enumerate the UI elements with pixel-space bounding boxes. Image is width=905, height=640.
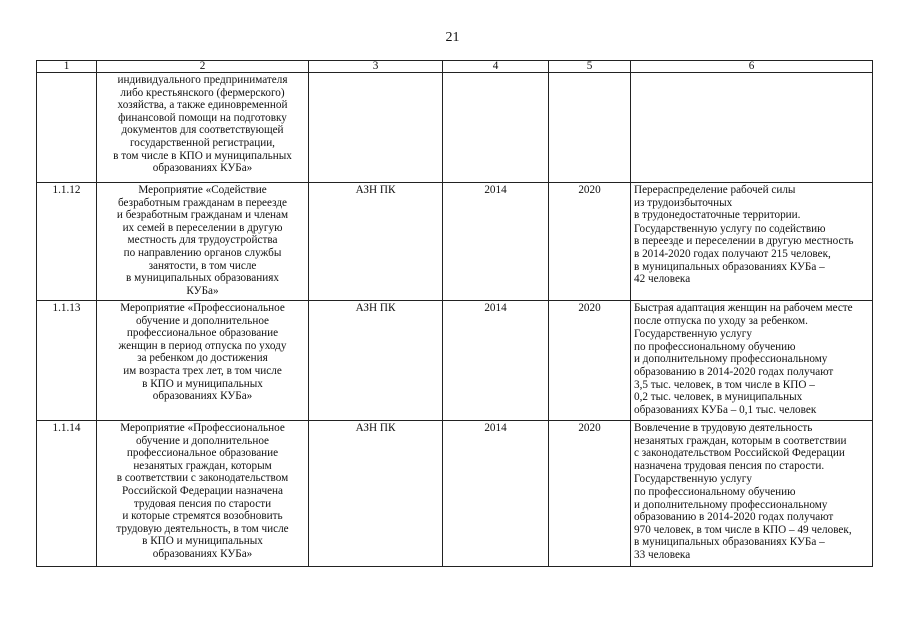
result-line: Перераспределение рабочей силы	[634, 184, 796, 196]
description-line: и которые стремятся возобновить	[122, 510, 283, 523]
result-paragraph	[634, 473, 869, 561]
description-line: женщин в период отпуска по уходу	[118, 339, 287, 352]
result-line: в трудонедостаточные территории.	[634, 209, 801, 222]
header-col-2: 2	[97, 61, 309, 73]
executor-cell: АЗН ПК	[309, 421, 443, 567]
end-year-cell: 2020	[549, 421, 631, 567]
description-line: трудовую деятельность, в том числе	[116, 522, 289, 535]
result-line: образованию в 2014-2020 годах получают	[634, 365, 834, 378]
result-line: по профессиональному обучению	[634, 485, 796, 498]
start-year-cell: 2014	[443, 421, 549, 567]
description-line: образованиях КУБа»	[152, 162, 253, 175]
description-line: незанятых граждан, которым	[133, 459, 272, 472]
description-line: по направлению органов службы	[123, 246, 282, 259]
header-col-4: 4	[443, 61, 549, 73]
end-year-cell: 2020	[549, 301, 631, 421]
table-header-row	[37, 61, 873, 73]
description-line: в КПО и муниципальных	[142, 535, 263, 548]
result-cell	[631, 73, 873, 183]
result-paragraph	[634, 422, 869, 472]
executor-cell: АЗН ПК	[309, 301, 443, 421]
description-line: образованиях КУБа»	[152, 547, 253, 560]
description-line: местность для трудоустройства	[127, 234, 278, 247]
result-cell	[631, 421, 873, 567]
result-line: Государственную услугу	[634, 473, 752, 486]
description-line: документов для соответствующей	[121, 124, 284, 137]
executor-cell: АЗН ПК	[309, 183, 443, 301]
description-line: их семей в переселении в другую	[122, 221, 283, 234]
row-number-cell	[37, 73, 97, 183]
result-paragraph	[634, 302, 869, 327]
result-line: с законодательством Российской Федерации	[634, 447, 845, 460]
result-line: по профессиональному обучению	[634, 340, 796, 353]
result-line: в муниципальных образованиях КУБа –	[634, 260, 825, 273]
description-line: КУБа»	[186, 284, 219, 297]
result-line: образованию в 2014-2020 годах получают	[634, 511, 834, 524]
description-line: Мероприятие «Профессиональное	[120, 302, 285, 314]
row-number-cell: 1.1.13	[37, 301, 97, 421]
start-year-cell: 2014	[443, 301, 549, 421]
result-line: Быстрая адаптация женщин на рабочем месте	[634, 302, 853, 314]
result-line: из трудоизбыточных	[634, 196, 733, 209]
description-line: Мероприятие «Профессиональное	[120, 422, 285, 434]
result-paragraph	[634, 328, 869, 416]
description-line: трудовая пенсия по старости	[133, 497, 272, 510]
description-line: за ребенком до достижения	[137, 352, 268, 365]
result-line: образованиях КУБа – 0,1 тыс. человек	[634, 403, 817, 416]
row-number-cell: 1.1.12	[37, 183, 97, 301]
continuation-row	[37, 73, 873, 183]
program-table	[36, 60, 873, 567]
description-line: индивидуального предпринимателя	[117, 74, 288, 86]
table-row	[37, 301, 873, 421]
result-line: 3,5 тыс. человек, в том числе в КПО –	[634, 378, 815, 391]
result-line: незанятых граждан, которым в соответствии	[634, 434, 847, 447]
start-year-cell	[443, 73, 549, 183]
result-line: 970 человек, в том числе в КПО – 49 человек,	[634, 523, 852, 536]
result-line: Государственную услугу	[634, 328, 752, 341]
result-line: и дополнительному профессиональному	[634, 498, 828, 511]
result-paragraph	[634, 223, 869, 286]
result-line: Вовлечение в трудовую деятельность	[634, 422, 813, 434]
description-line: Мероприятие «Содействие	[138, 184, 267, 196]
description-line: в соответствии с законодательством	[116, 472, 289, 485]
description-line: профессиональное образование	[126, 447, 279, 460]
description-line: государственной регистрации,	[130, 136, 275, 149]
result-line: после отпуска по уходу за ребенком.	[634, 314, 808, 327]
description-line: хозяйства, а также единовременной	[117, 99, 288, 112]
result-line: назначена трудовая пенсия по старости.	[634, 459, 825, 472]
start-year-cell: 2014	[443, 183, 549, 301]
result-line: и дополнительному профессиональному	[634, 353, 828, 366]
description-cell	[97, 73, 309, 183]
description-line: в том числе в КПО и муниципальных	[113, 149, 292, 162]
description-line: обучение и дополнительное	[135, 314, 270, 327]
description-line: профессиональное образование	[126, 327, 279, 340]
result-line: 33 человека	[634, 548, 691, 561]
table-row	[37, 183, 873, 301]
description-line: им возраста трех лет, в том числе	[123, 364, 282, 377]
result-cell	[631, 183, 873, 301]
row-number-cell: 1.1.14	[37, 421, 97, 567]
table-row	[37, 421, 873, 567]
page-number: 21	[445, 30, 460, 45]
description-line: финансовой помощи на подготовку	[118, 111, 287, 124]
result-line: в переезде и переселении в другую местность	[634, 235, 854, 248]
description-line: и безработным гражданам и членам	[116, 209, 289, 222]
header-col-3: 3	[309, 61, 443, 73]
result-line: в муниципальных образованиях КУБа –	[634, 536, 825, 549]
description-line: в муниципальных образованиях	[126, 272, 279, 285]
description-line: образованиях КУБа»	[152, 390, 253, 403]
description-cell	[97, 183, 309, 301]
end-year-cell	[549, 73, 631, 183]
header-col-6: 6	[631, 61, 873, 73]
result-paragraph	[634, 184, 869, 222]
description-cell	[97, 301, 309, 421]
description-line: обучение и дополнительное	[135, 434, 270, 447]
description-cell	[97, 421, 309, 567]
result-line: 0,2 тыс. человек, в муниципальных	[634, 391, 803, 404]
description-line: в КПО и муниципальных	[142, 377, 263, 390]
description-line: либо крестьянского (фермерского)	[120, 86, 285, 99]
result-line: 42 человека	[634, 273, 691, 286]
result-line: Государственную услугу по содействию	[634, 222, 826, 235]
end-year-cell: 2020	[549, 183, 631, 301]
result-line: в 2014-2020 годах получают 215 человек,	[634, 247, 831, 260]
header-col-1: 1	[37, 61, 97, 73]
result-cell	[631, 301, 873, 421]
description-line: безработным гражданам в переезде	[118, 196, 287, 209]
executor-cell	[309, 73, 443, 183]
description-line: занятости, в том числе	[148, 259, 257, 272]
header-col-5: 5	[549, 61, 631, 73]
description-line: Российской Федерации назначена	[122, 484, 283, 497]
